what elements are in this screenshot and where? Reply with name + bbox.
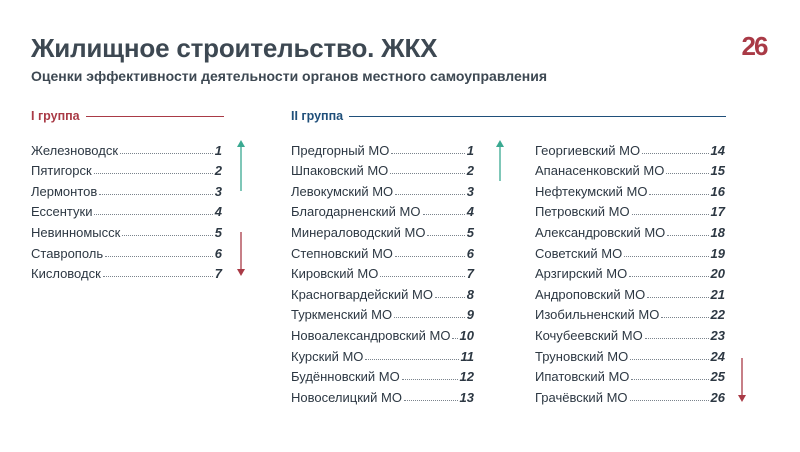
municipality-name: Новоселицкий МО: [291, 389, 402, 405]
dot-leader: [645, 338, 709, 339]
ranking-row: [291, 302, 474, 323]
rank-number: 23: [710, 327, 725, 343]
dot-leader: [423, 214, 465, 215]
rank-number: 21: [710, 286, 725, 302]
dot-leader: [629, 276, 708, 277]
ranking-row: [31, 240, 222, 261]
ranking-row: [31, 261, 222, 282]
rank-number: 13: [459, 389, 474, 405]
rank-number: 9: [466, 307, 474, 323]
municipality-name: Апанасенковский МО: [535, 163, 665, 179]
rank-number: 8: [466, 286, 474, 302]
rank-number: 3: [466, 183, 474, 199]
dot-leader: [395, 194, 465, 195]
dot-leader: [391, 153, 464, 154]
group-1-header: [31, 108, 224, 124]
dot-leader: [365, 359, 458, 360]
ranking-row: [291, 281, 474, 302]
rank-number: 6: [466, 245, 474, 261]
rank-number: 2: [214, 163, 222, 179]
group-2-label: II группа: [291, 109, 344, 123]
rank-number: 15: [710, 163, 725, 179]
municipality-name: Левокумский МО: [291, 183, 394, 199]
ranking-row: [535, 364, 725, 385]
dot-leader: [435, 297, 465, 298]
ranking-row: [535, 178, 725, 199]
rank-number: 3: [214, 183, 222, 199]
ranking-row: [535, 158, 725, 179]
dot-leader: [103, 276, 213, 277]
dot-leader: [649, 194, 708, 195]
municipality-name: Александровский МО: [535, 224, 666, 240]
ranking-row: [535, 261, 725, 282]
municipality-name: Предгорный МО: [291, 142, 390, 158]
municipality-name: Будённовский МО: [291, 369, 400, 385]
dot-leader: [122, 235, 212, 236]
ranking-row: [291, 261, 474, 282]
rank-number: 2: [466, 163, 474, 179]
rank-number: 26: [710, 389, 725, 405]
municipality-name: Георгиевский МО: [535, 142, 641, 158]
ranking-row: [535, 302, 725, 323]
dot-leader: [94, 214, 212, 215]
group-1-label: I группа: [31, 109, 80, 123]
municipality-name: Кисловодск: [31, 266, 101, 282]
municipality-name: Красногвардейский МО: [291, 286, 433, 302]
ranking-row: [31, 158, 222, 179]
ranking-row: [31, 219, 222, 240]
dot-leader: [666, 173, 708, 174]
rank-number: 22: [710, 307, 725, 323]
municipality-name: Труновский МО: [535, 348, 629, 364]
municipality-name: Курский МО: [291, 348, 364, 364]
municipality-name: Железноводск: [31, 142, 119, 158]
rank-number: 24: [710, 348, 725, 364]
municipality-name: Благодарненский МО: [291, 204, 421, 220]
rank-number: 20: [710, 266, 725, 282]
municipality-name: Советский МО: [535, 245, 623, 261]
municipality-name: Грачёвский МО: [535, 389, 628, 405]
ranking-row: [535, 322, 725, 343]
municipality-name: Изобильненский МО: [535, 307, 660, 323]
rank-number: 6: [214, 245, 222, 261]
group-1-list: [31, 137, 222, 281]
ranking-row: [291, 240, 474, 261]
rank-number: 7: [466, 266, 474, 282]
ranking-row: [31, 178, 222, 199]
ranking-row: [535, 137, 725, 158]
dot-leader: [390, 173, 464, 174]
dot-leader: [630, 400, 709, 401]
ranking-row: [291, 178, 474, 199]
dot-leader: [631, 379, 708, 380]
municipality-name: Пятигорск: [31, 163, 92, 179]
ranking-row: [291, 384, 474, 405]
dot-leader: [452, 338, 457, 339]
municipality-name: Туркменский МО: [291, 307, 393, 323]
rank-number: 11: [460, 348, 474, 364]
dot-leader: [380, 276, 464, 277]
dot-leader: [624, 256, 708, 257]
municipality-name: Лермонтов: [31, 183, 98, 199]
ranking-row: [535, 281, 725, 302]
dot-leader: [394, 317, 465, 318]
rank-number: 25: [710, 369, 725, 385]
ranking-row: [535, 199, 725, 220]
municipality-name: Кочубеевский МО: [535, 327, 643, 343]
ranking-row: [31, 137, 222, 158]
rank-number: 17: [710, 204, 725, 220]
rank-number: 7: [214, 266, 222, 282]
rank-number: 1: [214, 142, 222, 158]
group-2-divider: [349, 116, 726, 117]
municipality-name: Степновский МО: [291, 245, 393, 261]
rank-number: 5: [466, 224, 474, 240]
ranking-row: [291, 364, 474, 385]
ranking-row: [535, 384, 725, 405]
page-title: Жилищное строительство. ЖКХ: [31, 33, 438, 63]
ranking-row: [291, 219, 474, 240]
dot-leader: [120, 153, 213, 154]
group-1-divider: [86, 116, 224, 117]
rank-number: 12: [459, 369, 474, 385]
ranking-row: [535, 219, 725, 240]
dot-leader: [402, 379, 458, 380]
rank-number: 18: [710, 224, 725, 240]
dot-leader: [404, 400, 458, 401]
municipality-name: Петровский МО: [535, 204, 630, 220]
logo-26: [738, 32, 770, 60]
page-subtitle: Оценки эффективности деятельности органов местного самоуправления: [31, 68, 547, 84]
arrow-down-icon: [236, 232, 246, 277]
rank-number: 4: [214, 204, 222, 220]
dot-leader: [630, 359, 708, 360]
dot-leader: [667, 235, 708, 236]
dot-leader: [395, 256, 465, 257]
arrow-down-icon: [737, 358, 747, 403]
municipality-name: Ессентуки: [31, 204, 93, 220]
ranking-row: [291, 137, 474, 158]
dot-leader: [632, 214, 709, 215]
rank-number: 1: [466, 142, 474, 158]
ranking-row: [31, 199, 222, 220]
rank-number: 16: [710, 183, 725, 199]
municipality-name: Новоалександровский МО: [291, 327, 451, 343]
municipality-name: Арзгирский МО: [535, 266, 628, 282]
rank-number: 10: [459, 327, 474, 343]
rank-number: 4: [466, 204, 474, 220]
rank-number: 5: [214, 224, 222, 240]
arrow-up-icon: [236, 140, 246, 192]
municipality-name: Нефтекумский МО: [535, 183, 648, 199]
group-2-list-left: [291, 137, 474, 405]
ranking-row: [535, 240, 725, 261]
dot-leader: [642, 153, 708, 154]
municipality-name: Невинномысск: [31, 224, 121, 240]
rank-number: 19: [710, 245, 725, 261]
arrow-up-icon: [495, 140, 505, 182]
dot-leader: [427, 235, 464, 236]
group-2-header: [291, 108, 726, 124]
municipality-name: Шпаковский МО: [291, 163, 389, 179]
dot-leader: [647, 297, 708, 298]
ranking-row: [291, 199, 474, 220]
rank-number: 14: [710, 142, 725, 158]
municipality-name: Кировский МО: [291, 266, 379, 282]
dot-leader: [661, 317, 708, 318]
ranking-row: [291, 322, 474, 343]
dot-leader: [99, 194, 212, 195]
municipality-name: Андроповский МО: [535, 286, 646, 302]
dot-leader: [94, 173, 213, 174]
ranking-row: [291, 343, 474, 364]
dot-leader: [105, 256, 213, 257]
municipality-name: Минераловодский МО: [291, 224, 426, 240]
group-2-list-right: [535, 137, 725, 405]
municipality-name: Ипатовский МО: [535, 369, 630, 385]
municipality-name: Ставрополь: [31, 245, 104, 261]
logo-text: 26: [741, 32, 767, 60]
ranking-row: [535, 343, 725, 364]
ranking-row: [291, 158, 474, 179]
